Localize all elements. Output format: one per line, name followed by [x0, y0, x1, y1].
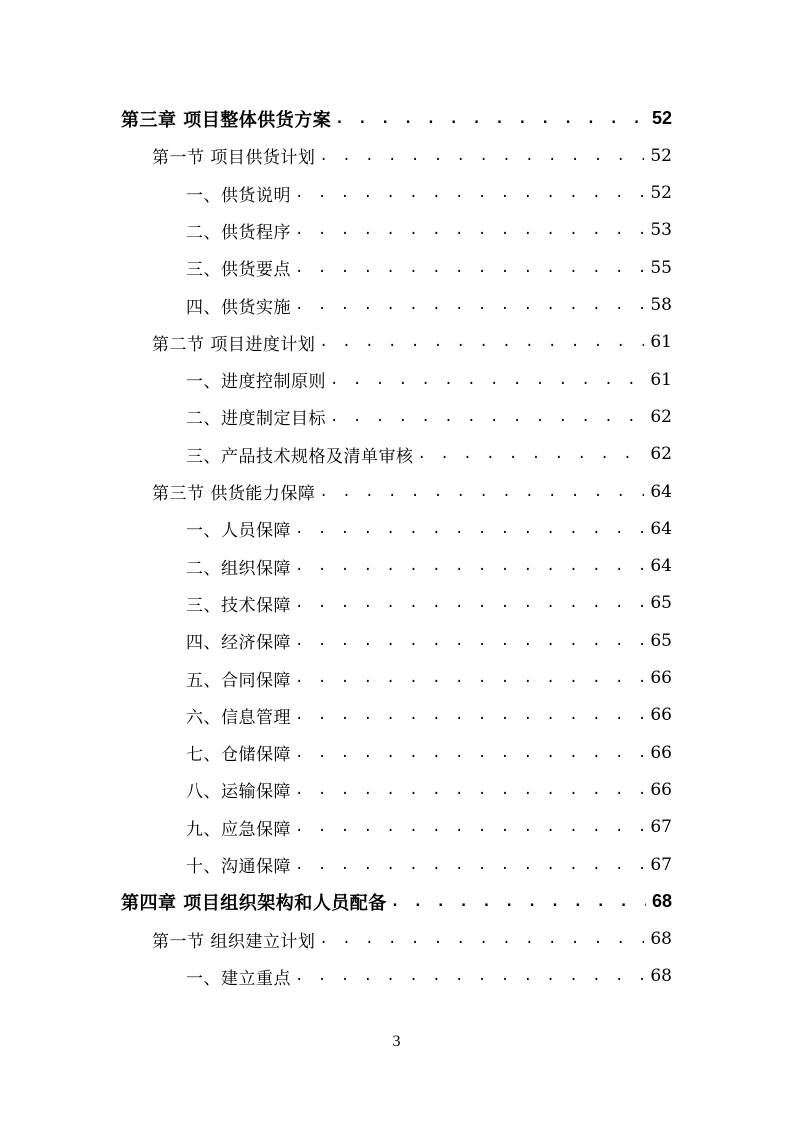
toc-section-entry[interactable]	[152, 473, 672, 510]
toc-entry-label: 四、供货实施	[186, 297, 291, 318]
toc-subsection-entry[interactable]	[186, 436, 672, 473]
toc-entry-label: 三、供货要点	[186, 260, 291, 281]
toc-entry-label: 八、运输保障	[186, 782, 291, 803]
page-number: 3	[392, 1033, 401, 1050]
toc-subsection-entry[interactable]	[186, 212, 672, 249]
toc-dot-leader	[330, 372, 644, 388]
toc-entry-label: 第三节 供货能力保障	[152, 484, 316, 504]
toc-dot-leader	[418, 446, 645, 462]
toc-entry-label: 一、供货说明	[186, 185, 291, 206]
toc-dot-leader	[335, 111, 646, 127]
toc-entry-page-number: 58	[650, 295, 672, 315]
toc-entry-page-number: 65	[650, 630, 672, 651]
toc-subsection-entry[interactable]	[186, 697, 672, 734]
toc-dot-leader	[295, 857, 644, 873]
toc-entry-page-number: 62	[650, 406, 672, 427]
toc-entry-label: 第三章 项目整体供货方案	[121, 109, 332, 131]
toc-entry-page-number: 53	[650, 220, 672, 241]
toc-entry-page-number: 52	[651, 108, 672, 128]
toc-dot-leader	[330, 409, 644, 425]
toc-entry-label: 三、技术保障	[186, 595, 291, 616]
toc-subsection-entry[interactable]	[186, 548, 672, 585]
toc-entry-page-number: 65	[650, 593, 672, 614]
toc-entry-page-number: 55	[650, 257, 672, 278]
toc-dot-leader	[295, 297, 644, 313]
toc-subsection-entry[interactable]	[186, 585, 672, 622]
toc-entry-page-number: 66	[650, 779, 672, 800]
toc-entry-label: 第一节 项目供货计划	[152, 148, 316, 169]
toc-dot-leader	[319, 931, 644, 947]
toc-entry-page-number: 64	[650, 481, 672, 502]
toc-entry-page-number: 52	[650, 145, 672, 166]
toc-subsection-entry[interactable]	[186, 287, 672, 324]
toc-dot-leader	[319, 334, 644, 350]
toc-entry-label: 七、仓储保障	[186, 745, 291, 766]
toc-subsection-entry[interactable]	[186, 958, 672, 995]
toc-dot-leader	[295, 968, 644, 984]
toc-section-entry[interactable]	[152, 324, 672, 361]
toc-section-entry[interactable]	[152, 921, 672, 958]
toc-dot-leader	[295, 521, 644, 537]
toc-dot-leader	[295, 707, 644, 723]
toc-entry-page-number: 61	[650, 332, 672, 353]
toc-section-entry[interactable]	[152, 137, 672, 174]
toc-entry-label: 十、沟通保障	[186, 857, 291, 877]
toc-entry-label: 一、人员保障	[186, 521, 291, 542]
toc-dot-leader	[391, 894, 646, 910]
toc-subsection-entry[interactable]	[186, 846, 672, 883]
toc-subsection-entry[interactable]	[186, 622, 672, 659]
toc-entry-label: 第二节 项目进度计划	[152, 334, 316, 355]
toc-entry-page-number: 62	[650, 444, 672, 465]
toc-entry-label: 二、组织保障	[186, 558, 291, 579]
toc-dot-leader	[319, 484, 644, 500]
toc-entry-label: 一、进度控制原则	[186, 372, 326, 393]
toc-entry-page-number: 67	[650, 854, 672, 875]
toc-dot-leader	[295, 670, 644, 686]
toc-entry-page-number: 67	[650, 817, 672, 838]
toc-dot-leader	[295, 558, 644, 574]
toc-dot-leader	[295, 595, 644, 611]
toc-subsection-entry[interactable]	[186, 361, 672, 398]
toc-chapter-entry[interactable]	[121, 883, 672, 920]
toc-entry-page-number: 66	[650, 668, 672, 688]
toc-chapter-entry[interactable]	[121, 100, 672, 137]
toc-entry-page-number: 64	[650, 518, 672, 539]
toc-entry-label: 九、应急保障	[186, 819, 291, 840]
toc-dot-leader	[295, 819, 644, 835]
toc-dot-leader	[295, 633, 644, 649]
toc-entry-page-number: 66	[650, 705, 672, 726]
toc-entry-page-number: 68	[650, 929, 672, 950]
toc-entry-label: 五、合同保障	[186, 670, 291, 691]
toc-entry-label: 第四章 项目组织架构和人员配备	[121, 892, 387, 914]
toc-entry-page-number: 68	[650, 966, 672, 987]
toc-subsection-entry[interactable]	[186, 510, 672, 547]
toc-dot-leader	[319, 148, 644, 164]
toc-entry-label: 三、产品技术规格及清单审核	[186, 446, 414, 467]
toc-entry-label: 第一节 组织建立计划	[152, 931, 316, 952]
toc-entry-label: 六、信息管理	[186, 707, 291, 728]
toc-dot-leader	[295, 260, 644, 276]
toc-entry-label: 二、进度制定目标	[186, 409, 326, 430]
toc-dot-leader	[295, 222, 644, 238]
toc-subsection-entry[interactable]	[186, 734, 672, 771]
toc-entry-page-number: 64	[650, 556, 672, 577]
toc-entry-page-number: 52	[650, 183, 672, 204]
toc-entry-page-number: 66	[650, 742, 672, 763]
toc-subsection-entry[interactable]	[186, 660, 672, 697]
toc-entry-label: 一、建立重点	[186, 968, 291, 989]
toc-subsection-entry[interactable]	[186, 175, 672, 212]
toc-entry-page-number: 61	[650, 369, 672, 390]
toc-entry-page-number: 68	[651, 891, 672, 912]
toc-subsection-entry[interactable]	[186, 249, 672, 286]
toc-dot-leader	[295, 745, 644, 761]
toc-dot-leader	[295, 185, 644, 201]
toc-subsection-entry[interactable]	[186, 771, 672, 808]
toc-entry-label: 二、供货程序	[186, 222, 291, 243]
toc-subsection-entry[interactable]	[186, 809, 672, 846]
toc-dot-leader	[295, 782, 644, 798]
toc-entry-label: 四、经济保障	[186, 633, 291, 654]
toc-subsection-entry[interactable]	[186, 398, 672, 435]
